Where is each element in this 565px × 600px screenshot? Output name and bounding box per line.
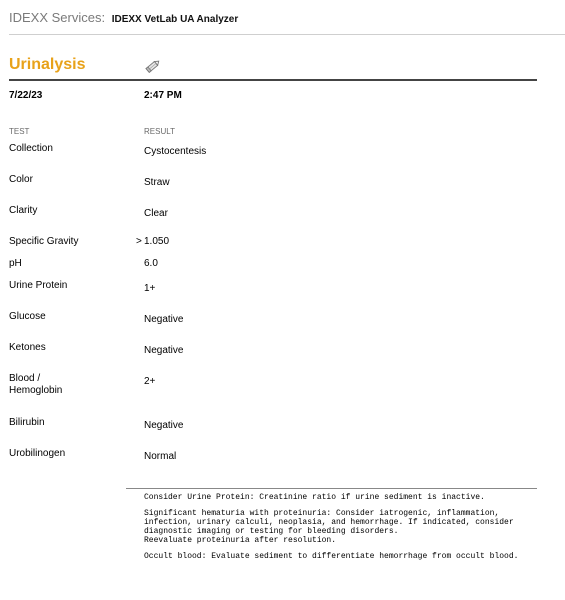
- test-result: Negative: [144, 345, 184, 356]
- test-name: Glucose: [9, 311, 46, 322]
- service-label: IDEXX Services:: [9, 10, 106, 25]
- pencil-icon[interactable]: [144, 58, 162, 74]
- column-header-test: TEST: [9, 127, 30, 136]
- test-name: Collection: [9, 143, 53, 154]
- test-result: Negative: [144, 314, 184, 325]
- note-paragraph: Significant hematuria with proteinuria: Consider iatrogenic, inflammation, infection, urinary calculi, neoplasia, and hemorrhage. If indicated, consider diagnostic imaging or testing for bleeding disorders. Reevaluate proteinuria after resolution.: [144, 509, 514, 545]
- test-result: 2+: [144, 376, 156, 387]
- page-header: [9, 10, 238, 25]
- notes-divider: [126, 488, 537, 489]
- test-name: Clarity: [9, 205, 38, 216]
- note-paragraph: Consider Urine Protein: Creatinine ratio if urine sediment is inactive.: [144, 493, 485, 502]
- test-name: Urine Protein: [9, 280, 68, 291]
- test-result: Normal: [144, 451, 177, 462]
- test-name: Urobilinogen: [9, 448, 66, 459]
- report-title: Urinalysis: [9, 56, 86, 73]
- header-divider: [9, 34, 565, 35]
- test-name: Specific Gravity: [9, 236, 79, 247]
- report-time: 2:47 PM: [144, 90, 182, 101]
- report-date: 7/22/23: [9, 90, 43, 101]
- title-divider: [9, 79, 537, 81]
- analyzer-name: IDEXX VetLab UA Analyzer: [111, 14, 239, 25]
- test-result: Negative: [144, 420, 184, 431]
- test-name: pH: [9, 258, 22, 269]
- test-name: Color: [9, 174, 33, 185]
- test-result: 1+: [144, 283, 156, 294]
- test-name: Blood / Hemoglobin: [9, 373, 63, 396]
- column-header-result: RESULT: [144, 127, 175, 136]
- test-name: Bilirubin: [9, 417, 45, 428]
- test-result: Straw: [144, 177, 170, 188]
- test-result: Cystocentesis: [144, 146, 207, 157]
- note-paragraph: Occult blood: Evaluate sediment to differentiate hemorrhage from occult blood.: [144, 552, 519, 561]
- test-name: Ketones: [9, 342, 46, 353]
- test-result: Clear: [144, 208, 168, 219]
- interpretive-notes: [144, 493, 544, 568]
- test-result: 6.0: [144, 258, 158, 269]
- test-result: > 1.050: [136, 236, 170, 247]
